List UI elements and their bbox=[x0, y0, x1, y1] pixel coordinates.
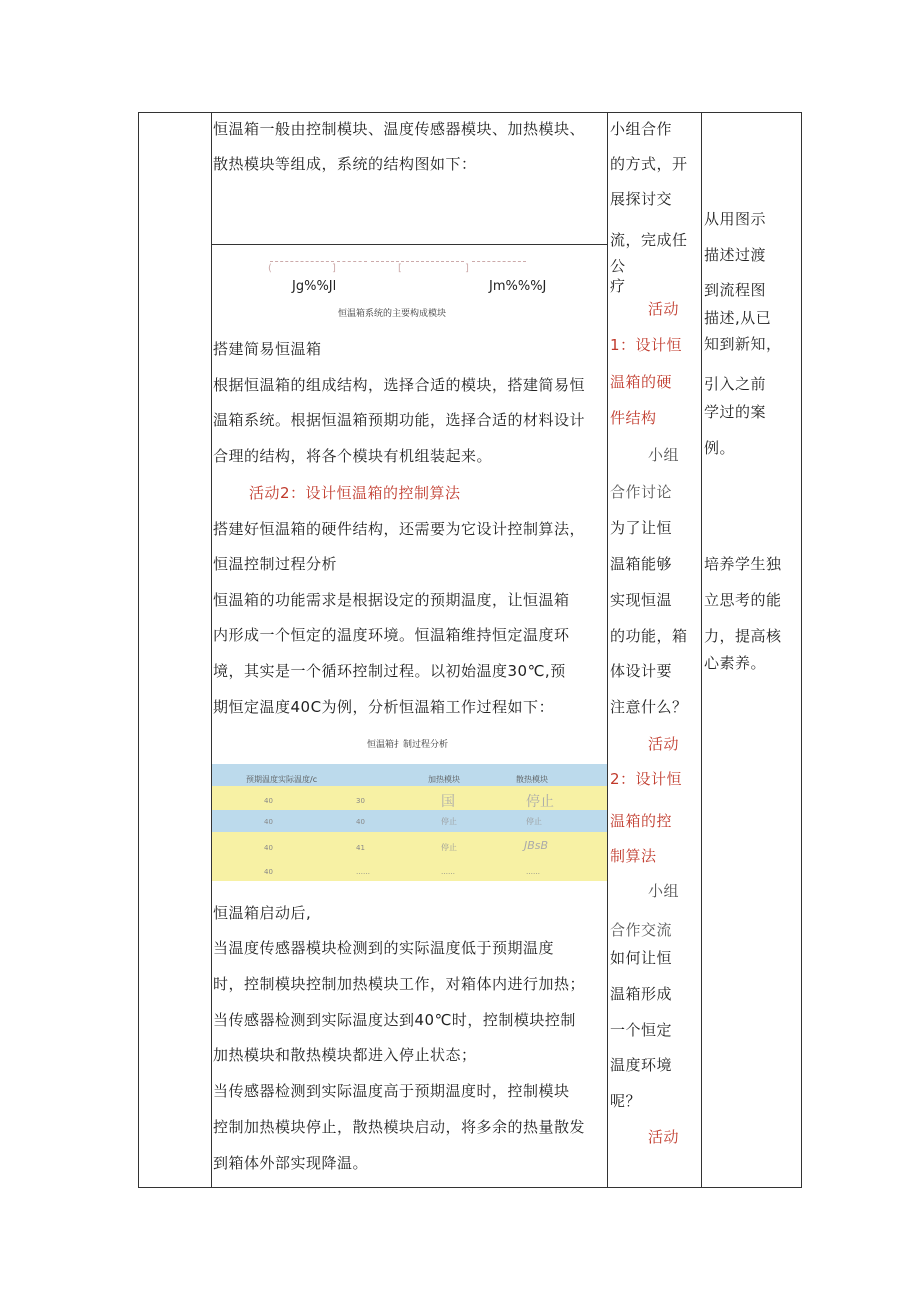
intro-line: 恒温箱一般由控制模块、温度传感器模块、加热模块、 bbox=[213, 120, 586, 138]
table-cell: 41 bbox=[356, 844, 365, 852]
table-cell: 40 bbox=[264, 797, 273, 805]
table-cell: 30 bbox=[356, 797, 365, 805]
activity1-label: 件结构 bbox=[610, 409, 657, 427]
activity2-label: 2：设计恒 bbox=[610, 770, 683, 788]
col3-line: 的方式，开 bbox=[610, 155, 688, 173]
table-cell: 国 bbox=[441, 794, 455, 810]
col3-line: 温箱能够 bbox=[610, 555, 673, 573]
header-cell: 预期温度实际温度/c bbox=[246, 775, 318, 784]
algo-line: 恒温控制过程分析 bbox=[213, 555, 338, 573]
col4-line: 到流程图 bbox=[704, 281, 767, 299]
diagram-bracket: ] bbox=[465, 263, 469, 274]
table-cell: …… bbox=[526, 868, 540, 876]
col3-line: 小组 bbox=[648, 446, 680, 464]
col3-line: 的功能，箱 bbox=[610, 627, 688, 645]
table-cell: 停止 bbox=[526, 794, 554, 810]
activity2-label: 活动 bbox=[648, 735, 680, 753]
table-row bbox=[212, 786, 607, 810]
diagram-caption: 恒温箱系统的主要构成模块 bbox=[338, 309, 447, 319]
column-divider bbox=[701, 112, 702, 1188]
col3-line: 注意什么？ bbox=[610, 698, 688, 716]
col4-line: 心素养。 bbox=[704, 654, 767, 672]
col4-line: 例。 bbox=[704, 439, 736, 457]
process-table-title: 恒温箱扌制过程分析 bbox=[367, 740, 449, 750]
activity2-label: 制算法 bbox=[610, 847, 657, 865]
activity2-heading: 活动2：设计恒温箱的控制算法 bbox=[249, 484, 461, 502]
table-cell: JBsB bbox=[524, 839, 549, 852]
activity1-label: 温箱的硬 bbox=[610, 373, 673, 391]
col3-line: 如何让恒 bbox=[610, 949, 673, 967]
algo-line: 内形成一个恒定的温度环境。恒温箱维持恒定温度环 bbox=[213, 626, 570, 644]
diagram-bracket: ( bbox=[268, 263, 272, 274]
algo-line: 恒温箱的功能需求是根据设定的预期温度，让恒温箱 bbox=[213, 591, 570, 609]
table-cell: 40 bbox=[264, 868, 273, 876]
column-divider bbox=[211, 112, 212, 1188]
table-cell: 40 bbox=[264, 844, 273, 852]
col4-line: 立思考的能 bbox=[704, 591, 782, 609]
diagram-right-label: Jm%%%J bbox=[489, 279, 547, 294]
after-line: 恒温箱启动后, bbox=[213, 904, 312, 922]
diagram-line bbox=[472, 261, 526, 262]
activity2-label: 温箱的控 bbox=[610, 812, 673, 830]
build-line: 温箱系统。根据恒温箱预期功能，选择合适的材料设计 bbox=[213, 411, 586, 429]
after-line: 当传感器检测到实际温度高于预期温度时，控制模块 bbox=[213, 1082, 570, 1100]
col3-line: 体设计要 bbox=[610, 662, 673, 680]
after-line: 当温度传感器模块检测到的实际温度低于预期温度 bbox=[213, 939, 555, 957]
col3-line: 流，完成任 bbox=[610, 231, 688, 249]
process-table-header bbox=[212, 764, 607, 786]
table-cell: 停止 bbox=[441, 843, 457, 852]
col3-line: 小组合作 bbox=[610, 120, 673, 138]
column-divider bbox=[607, 112, 608, 1188]
table-cell: …… bbox=[356, 868, 370, 876]
after-line: 到箱体外部实现降温。 bbox=[213, 1154, 369, 1172]
col4-line: 描述,从已 bbox=[704, 309, 772, 327]
diagram-line bbox=[371, 261, 464, 262]
col3-line: 小组 bbox=[648, 882, 680, 900]
col3-line: 合作交流 bbox=[610, 921, 673, 939]
col3-line: 一个恒定 bbox=[610, 1021, 673, 1039]
col3-line: 温箱形成 bbox=[610, 985, 673, 1003]
col4-line: 引入之前 bbox=[704, 375, 767, 393]
algo-line: 期恒定温度40C为例，分析恒温箱工作过程如下： bbox=[213, 698, 555, 716]
table-row bbox=[212, 832, 607, 881]
activity1-label: 1：设计恒 bbox=[610, 336, 683, 354]
col3-line: 温度环境 bbox=[610, 1056, 673, 1074]
after-line: 控制加热模块停止，散热模块启动，将多余的热量散发 bbox=[213, 1118, 586, 1136]
build-heading: 搭建简易恒温箱 bbox=[213, 340, 322, 358]
col3-line: 公 bbox=[610, 257, 626, 275]
row-divider bbox=[211, 244, 607, 245]
table-cell: 40 bbox=[264, 818, 273, 826]
table-cell: …… bbox=[441, 868, 455, 876]
activity3-label: 活动 bbox=[648, 1128, 680, 1146]
after-line: 当传感器检测到实际温度达到40℃时，控制模块控制 bbox=[213, 1011, 576, 1029]
col4-line: 学过的案 bbox=[704, 403, 767, 421]
intro-line: 散热模块等组成，系统的结构图如下： bbox=[213, 155, 477, 173]
header-cell: 加热模块 bbox=[428, 775, 460, 784]
diagram-bracket: [ bbox=[398, 263, 402, 274]
col4-line: 知到新知， bbox=[704, 335, 782, 353]
header-cell: 散热模块 bbox=[516, 775, 548, 784]
col4-line: 力，提高核 bbox=[704, 627, 782, 645]
activity1-label: 活动 bbox=[648, 300, 680, 318]
diagram-bracket: ] bbox=[332, 263, 336, 274]
algo-line: 境，其实是一个循环控制过程。以初始温度30℃,预 bbox=[213, 662, 566, 680]
diagram-line bbox=[337, 261, 367, 262]
after-line: 加热模块和散热模块都进入停止状态； bbox=[213, 1046, 477, 1064]
col3-line: 合作讨论 bbox=[610, 483, 673, 501]
col4-line: 从用图示 bbox=[704, 210, 767, 228]
diagram-left-label: Jg%%Jl bbox=[292, 279, 337, 294]
col3-line: 展探讨交 bbox=[610, 190, 673, 208]
col4-line: 培养学生独 bbox=[704, 555, 782, 573]
table-cell: 停止 bbox=[441, 817, 457, 826]
build-line: 合理的结构，将各个模块有机组装起来。 bbox=[213, 447, 493, 465]
algo-line: 搭建好恒温箱的硬件结构，还需要为它设计控制算法， bbox=[213, 520, 586, 538]
col3-line: 呢？ bbox=[610, 1092, 642, 1110]
col4-line: 描述过渡 bbox=[704, 246, 767, 264]
table-cell: 40 bbox=[356, 818, 365, 826]
after-line: 时，控制模块控制加热模块工作，对箱体内进行加热； bbox=[213, 975, 586, 993]
col3-line: 疗 bbox=[610, 277, 626, 295]
build-line: 根据恒温箱的组成结构，选择合适的模块，搭建简易恒 bbox=[213, 376, 586, 394]
col3-line: 为了让恒 bbox=[610, 519, 673, 537]
col3-line: 实现恒温 bbox=[610, 591, 673, 609]
table-cell: 停止 bbox=[526, 817, 542, 826]
table-row bbox=[212, 810, 607, 832]
diagram-line bbox=[270, 261, 334, 262]
